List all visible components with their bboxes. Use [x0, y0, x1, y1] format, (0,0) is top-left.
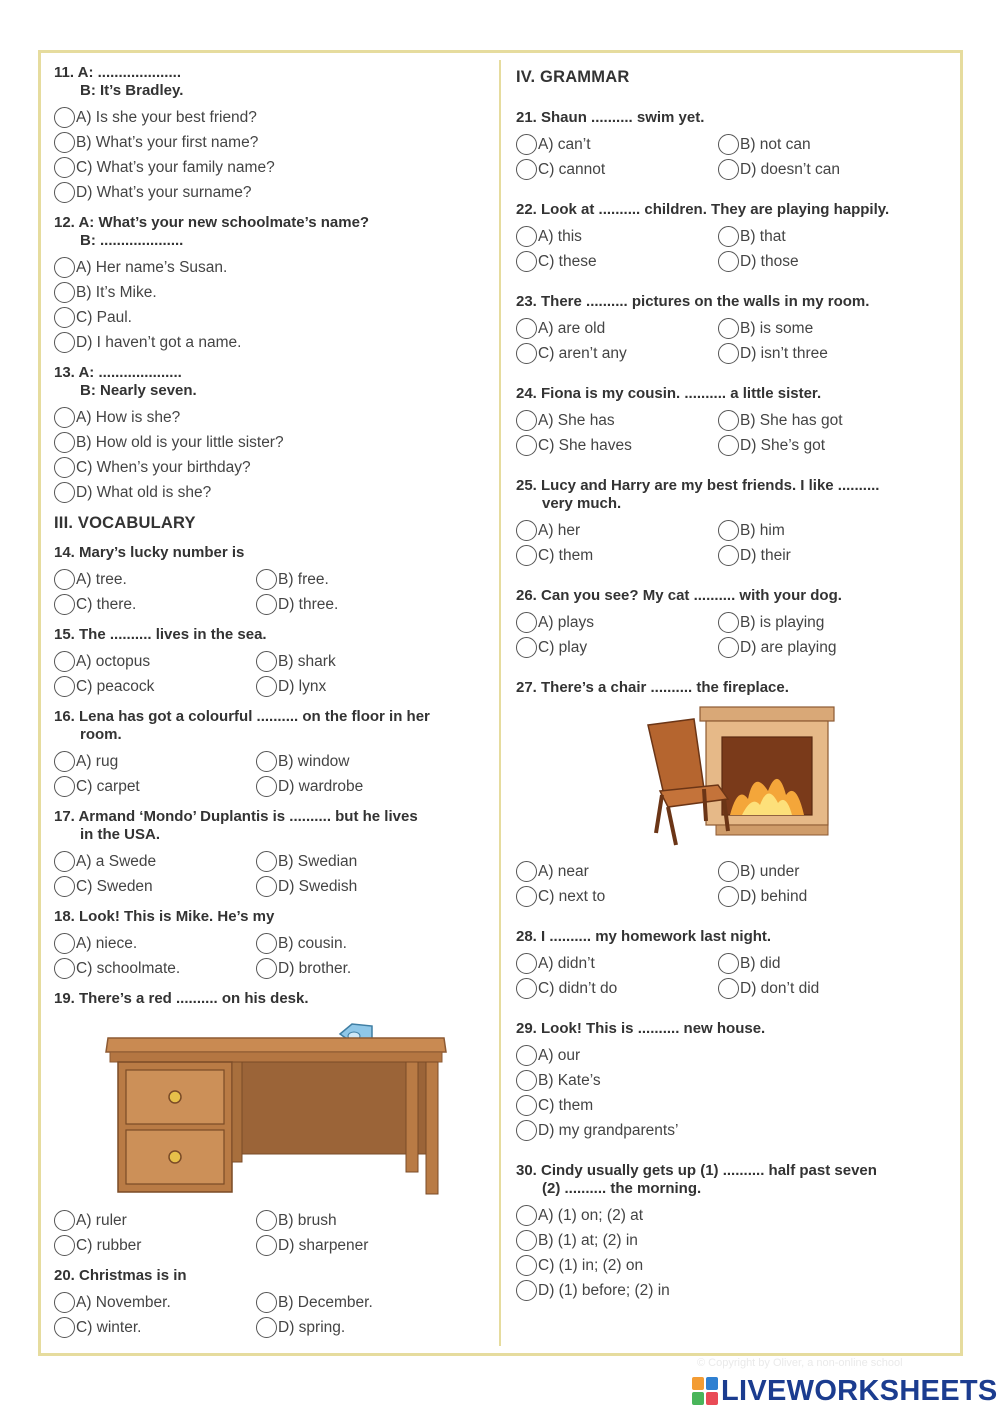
question-stem: 21. Shaun .......... swim yet. [516, 109, 705, 126]
option-a[interactable]: A) niece. [54, 931, 256, 956]
liveworksheets-logo-icon [692, 1377, 718, 1405]
option-d[interactable]: D) their [718, 543, 920, 568]
option-d[interactable]: D) What’s your surname? [54, 180, 486, 205]
option-b[interactable]: B) It’s Mike. [54, 280, 486, 305]
radio-button[interactable] [718, 410, 739, 431]
column-divider [499, 60, 501, 1346]
question-12 [54, 214, 486, 355]
option-a[interactable]: A) How is she? [54, 405, 486, 430]
radio-button[interactable] [516, 1280, 537, 1301]
option-d[interactable]: D) isn’t three [718, 341, 920, 366]
radio-button[interactable] [516, 1255, 537, 1276]
radio-button[interactable] [718, 318, 739, 339]
radio-button[interactable] [516, 410, 537, 431]
radio-button[interactable] [516, 886, 537, 907]
option-d[interactable]: D) wardrobe [256, 774, 458, 799]
radio-button[interactable] [256, 776, 277, 797]
radio-button[interactable] [256, 751, 277, 772]
radio-button[interactable] [516, 612, 537, 633]
radio-button[interactable] [516, 435, 537, 456]
question-stem-continued: B: It’s Bradley. [80, 82, 184, 99]
radio-button[interactable] [54, 307, 75, 328]
radio-button[interactable] [718, 251, 739, 272]
question-stem: 17. Armand ‘Mondo’ Duplantis is .......... but he lives [54, 808, 418, 825]
option-b[interactable]: B) brush [256, 1208, 458, 1233]
question-stem: 11. A: .................... [54, 64, 181, 81]
question-19 [54, 990, 486, 1258]
question-16 [54, 708, 486, 799]
radio-button[interactable] [718, 343, 739, 364]
radio-button[interactable] [516, 861, 537, 882]
radio-button[interactable] [54, 257, 75, 278]
question-stem: 30. Cindy usually gets up (1) .......... half past seven [516, 1162, 877, 1179]
radio-button[interactable] [516, 953, 537, 974]
option-a[interactable]: A) tree. [54, 567, 256, 592]
radio-button[interactable] [718, 886, 739, 907]
option-c[interactable]: C) carpet [54, 774, 256, 799]
question-stem: 28. I .......... my homework last night. [516, 928, 772, 945]
question-stem: 14. Mary’s lucky number is [54, 544, 245, 561]
question-20 [54, 1267, 486, 1340]
option-a[interactable]: A) her [516, 518, 718, 543]
radio-button[interactable] [516, 318, 537, 339]
question-stem: 22. Look at .......... children. They are playing happily. [516, 201, 890, 218]
option-c[interactable]: C) peacock [54, 674, 256, 699]
question-stem: 27. There’s a chair .......... the fireplace. [516, 679, 789, 696]
option-c[interactable]: C) When’s your birthday? [54, 455, 486, 480]
radio-button[interactable] [54, 933, 75, 954]
option-c[interactable]: C) (1) in; (2) on [516, 1253, 956, 1278]
option-a[interactable]: A) can’t [516, 132, 718, 157]
question-stem: 24. Fiona is my cousin. .......... a little sister. [516, 385, 822, 402]
question-14 [54, 544, 486, 617]
radio-button[interactable] [54, 132, 75, 153]
option-d[interactable]: D) my grandparents’ [516, 1118, 956, 1143]
option-b[interactable]: B) How old is your little sister? [54, 430, 486, 455]
fireplace-icon [700, 707, 834, 835]
question-17 [54, 808, 486, 899]
option-a[interactable]: A) (1) on; (2) at [516, 1203, 956, 1228]
radio-button[interactable] [54, 482, 75, 503]
radio-button[interactable] [54, 569, 75, 590]
radio-button[interactable] [54, 457, 75, 478]
radio-button[interactable] [718, 978, 739, 999]
option-a[interactable]: A) a Swede [54, 849, 256, 874]
radio-button[interactable] [256, 933, 277, 954]
radio-button[interactable] [516, 159, 537, 180]
radio-button[interactable] [256, 958, 277, 979]
question-stem: 18. Look! This is Mike. He’s my [54, 908, 275, 925]
radio-button[interactable] [516, 1230, 537, 1251]
option-d[interactable]: D) I haven’t got a name. [54, 330, 486, 355]
option-b[interactable]: B) cousin. [256, 931, 458, 956]
copyright-watermark: © Copyright by Oliver, a non-online school [697, 1357, 903, 1369]
option-b[interactable]: B) not can [718, 132, 920, 157]
option-a[interactable]: A) octopus [54, 649, 256, 674]
question-stem: 19. There’s a red .......... on his desk. [54, 990, 309, 1007]
option-c[interactable]: C) Paul. [54, 305, 486, 330]
radio-button[interactable] [718, 545, 739, 566]
option-d[interactable]: D) sharpener [256, 1233, 458, 1258]
option-d[interactable]: D) those [718, 249, 920, 274]
liveworksheets-logo[interactable] [692, 1374, 998, 1408]
radio-button[interactable] [718, 612, 739, 633]
radio-button[interactable] [256, 1210, 277, 1231]
question-23 [516, 293, 956, 366]
option-d[interactable]: D) behind [718, 884, 920, 909]
option-a[interactable]: A) near [516, 859, 718, 884]
option-b[interactable]: B) shark [256, 649, 458, 674]
option-a[interactable]: A) this [516, 224, 718, 249]
radio-button[interactable] [718, 637, 739, 658]
option-b[interactable]: B) Swedian [256, 849, 458, 874]
radio-button[interactable] [516, 637, 537, 658]
question-stem-continued: B: .................... [80, 232, 184, 249]
option-a[interactable]: A) didn’t [516, 951, 718, 976]
option-d[interactable]: D) spring. [256, 1315, 458, 1340]
question-stem-continued: in the USA. [80, 826, 161, 843]
radio-button[interactable] [516, 343, 537, 364]
question-25 [516, 477, 956, 568]
option-b[interactable]: B) (1) at; (2) in [516, 1228, 956, 1253]
radio-button[interactable] [516, 134, 537, 155]
radio-button[interactable] [718, 953, 739, 974]
radio-button[interactable] [256, 1235, 277, 1256]
option-d[interactable]: D) brother. [256, 956, 458, 981]
question-26 [516, 587, 956, 660]
radio-button[interactable] [516, 978, 537, 999]
question-stem: 20. Christmas is in [54, 1267, 187, 1284]
radio-button[interactable] [54, 751, 75, 772]
radio-button[interactable] [718, 435, 739, 456]
question-22 [516, 201, 956, 274]
option-c[interactable]: C) cannot [516, 157, 718, 182]
radio-button[interactable] [256, 651, 277, 672]
radio-button[interactable] [54, 876, 75, 897]
radio-button[interactable] [54, 107, 75, 128]
radio-button[interactable] [516, 1095, 537, 1116]
option-d[interactable]: D) three. [256, 592, 458, 617]
option-c[interactable]: C) aren’t any [516, 341, 718, 366]
radio-button[interactable] [516, 1205, 537, 1226]
option-d[interactable]: D) Swedish [256, 874, 458, 899]
option-b[interactable]: B) him [718, 518, 920, 543]
option-b[interactable]: B) December. [256, 1290, 458, 1315]
radio-button[interactable] [54, 651, 75, 672]
radio-button[interactable] [516, 520, 537, 541]
option-b[interactable]: B) free. [256, 567, 458, 592]
radio-button[interactable] [256, 676, 277, 697]
option-b[interactable]: B) under [718, 859, 920, 884]
radio-button[interactable] [516, 1045, 537, 1066]
option-c[interactable]: C) didn’t do [516, 976, 718, 1001]
question-stem: 15. The .......... lives in the sea. [54, 626, 267, 643]
radio-button[interactable] [54, 182, 75, 203]
radio-button[interactable] [54, 407, 75, 428]
question-18 [54, 908, 486, 981]
radio-button[interactable] [256, 569, 277, 590]
option-d[interactable]: D) don’t did [718, 976, 920, 1001]
question-stem: 13. A: .................... [54, 364, 182, 381]
question-stem: 23. There .......... pictures on the walls in my room. [516, 293, 870, 310]
option-b[interactable]: B) that [718, 224, 920, 249]
question-stem: 16. Lena has got a colourful .......... on the floor in her [54, 708, 430, 725]
question-stem: 25. Lucy and Harry are my best friends. I like .......... [516, 477, 880, 494]
radio-button[interactable] [54, 958, 75, 979]
radio-button[interactable] [718, 134, 739, 155]
option-c[interactable]: C) play [516, 635, 718, 660]
radio-button[interactable] [54, 332, 75, 353]
radio-button[interactable] [54, 676, 75, 697]
section-title-vocabulary: III. VOCABULARY [54, 514, 196, 532]
radio-button[interactable] [516, 1070, 537, 1091]
question-stem: 12. A: What’s your new schoolmate’s name? [54, 214, 370, 231]
chair-fireplace-illustration [516, 703, 956, 853]
option-a[interactable]: A) She has [516, 408, 718, 433]
option-d[interactable]: D) (1) before; (2) in [516, 1278, 956, 1303]
option-d[interactable]: D) She’s got [718, 433, 920, 458]
brand-name: LIVEWORKSHEETS [721, 1374, 998, 1407]
radio-button[interactable] [54, 282, 75, 303]
question-stem-continued: very much. [542, 495, 622, 512]
option-c[interactable]: C) What’s your family name? [54, 155, 486, 180]
question-29 [516, 1020, 956, 1143]
option-c[interactable]: C) Sweden [54, 874, 256, 899]
radio-button[interactable] [54, 1210, 75, 1231]
option-a[interactable]: A) rug [54, 749, 256, 774]
option-a[interactable]: A) ruler [54, 1208, 256, 1233]
radio-button[interactable] [718, 159, 739, 180]
option-d[interactable]: D) What old is she? [54, 480, 486, 505]
option-d[interactable]: D) lynx [256, 674, 458, 699]
option-c[interactable]: C) winter. [54, 1315, 256, 1340]
radio-button[interactable] [256, 1317, 277, 1338]
question-27 [516, 679, 956, 909]
question-28 [516, 928, 956, 1001]
radio-button[interactable] [54, 157, 75, 178]
radio-button[interactable] [516, 226, 537, 247]
question-21 [516, 109, 956, 182]
question-stem-continued: (2) .......... the morning. [542, 1180, 702, 1197]
radio-button[interactable] [256, 1292, 277, 1313]
option-c[interactable]: C) next to [516, 884, 718, 909]
option-d[interactable]: D) are playing [718, 635, 920, 660]
radio-button[interactable] [54, 594, 75, 615]
question-stem-continued: room. [80, 726, 122, 743]
option-c[interactable]: C) She haves [516, 433, 718, 458]
question-30 [516, 1162, 956, 1303]
option-b[interactable]: B) window [256, 749, 458, 774]
question-stem: 26. Can you see? My cat .......... with your dog. [516, 587, 842, 604]
question-13 [54, 364, 486, 505]
option-c[interactable]: C) schoolmate. [54, 956, 256, 981]
option-b[interactable]: B) She has got [718, 408, 920, 433]
radio-button[interactable] [256, 851, 277, 872]
radio-button[interactable] [54, 776, 75, 797]
right-column [516, 64, 956, 1312]
radio-button[interactable] [718, 861, 739, 882]
option-a[interactable]: A) plays [516, 610, 718, 635]
option-a[interactable]: A) November. [54, 1290, 256, 1315]
option-c[interactable]: C) these [516, 249, 718, 274]
option-a[interactable]: A) are old [516, 316, 718, 341]
radio-button[interactable] [54, 851, 75, 872]
radio-button[interactable] [256, 594, 277, 615]
desk-illustration [54, 1012, 486, 1200]
option-a[interactable]: A) Is she your best friend? [54, 105, 486, 130]
option-c[interactable]: C) there. [54, 592, 256, 617]
option-b[interactable]: B) is some [718, 316, 920, 341]
option-a[interactable]: A) our [516, 1043, 956, 1068]
section-title-grammar: IV. GRAMMAR [516, 68, 630, 86]
option-c[interactable]: C) rubber [54, 1233, 256, 1258]
left-column [54, 64, 486, 1349]
question-stem-continued: B: Nearly seven. [80, 382, 197, 399]
radio-button[interactable] [718, 226, 739, 247]
question-15 [54, 626, 486, 699]
option-a[interactable]: A) Her name’s Susan. [54, 255, 486, 280]
option-b[interactable]: B) What’s your first name? [54, 130, 486, 155]
radio-button[interactable] [256, 876, 277, 897]
option-c[interactable]: C) them [516, 543, 718, 568]
radio-button[interactable] [54, 432, 75, 453]
radio-button[interactable] [718, 520, 739, 541]
radio-button[interactable] [54, 1317, 75, 1338]
option-d[interactable]: D) doesn’t can [718, 157, 920, 182]
option-b[interactable]: B) did [718, 951, 920, 976]
option-b[interactable]: B) is playing [718, 610, 920, 635]
radio-button[interactable] [516, 1120, 537, 1141]
radio-button[interactable] [54, 1292, 75, 1313]
radio-button[interactable] [516, 545, 537, 566]
question-24 [516, 385, 956, 458]
option-b[interactable]: B) Kate’s [516, 1068, 956, 1093]
option-c[interactable]: C) them [516, 1093, 956, 1118]
question-11 [54, 64, 486, 205]
radio-button[interactable] [54, 1235, 75, 1256]
radio-button[interactable] [516, 251, 537, 272]
question-stem: 29. Look! This is .......... new house. [516, 1020, 766, 1037]
